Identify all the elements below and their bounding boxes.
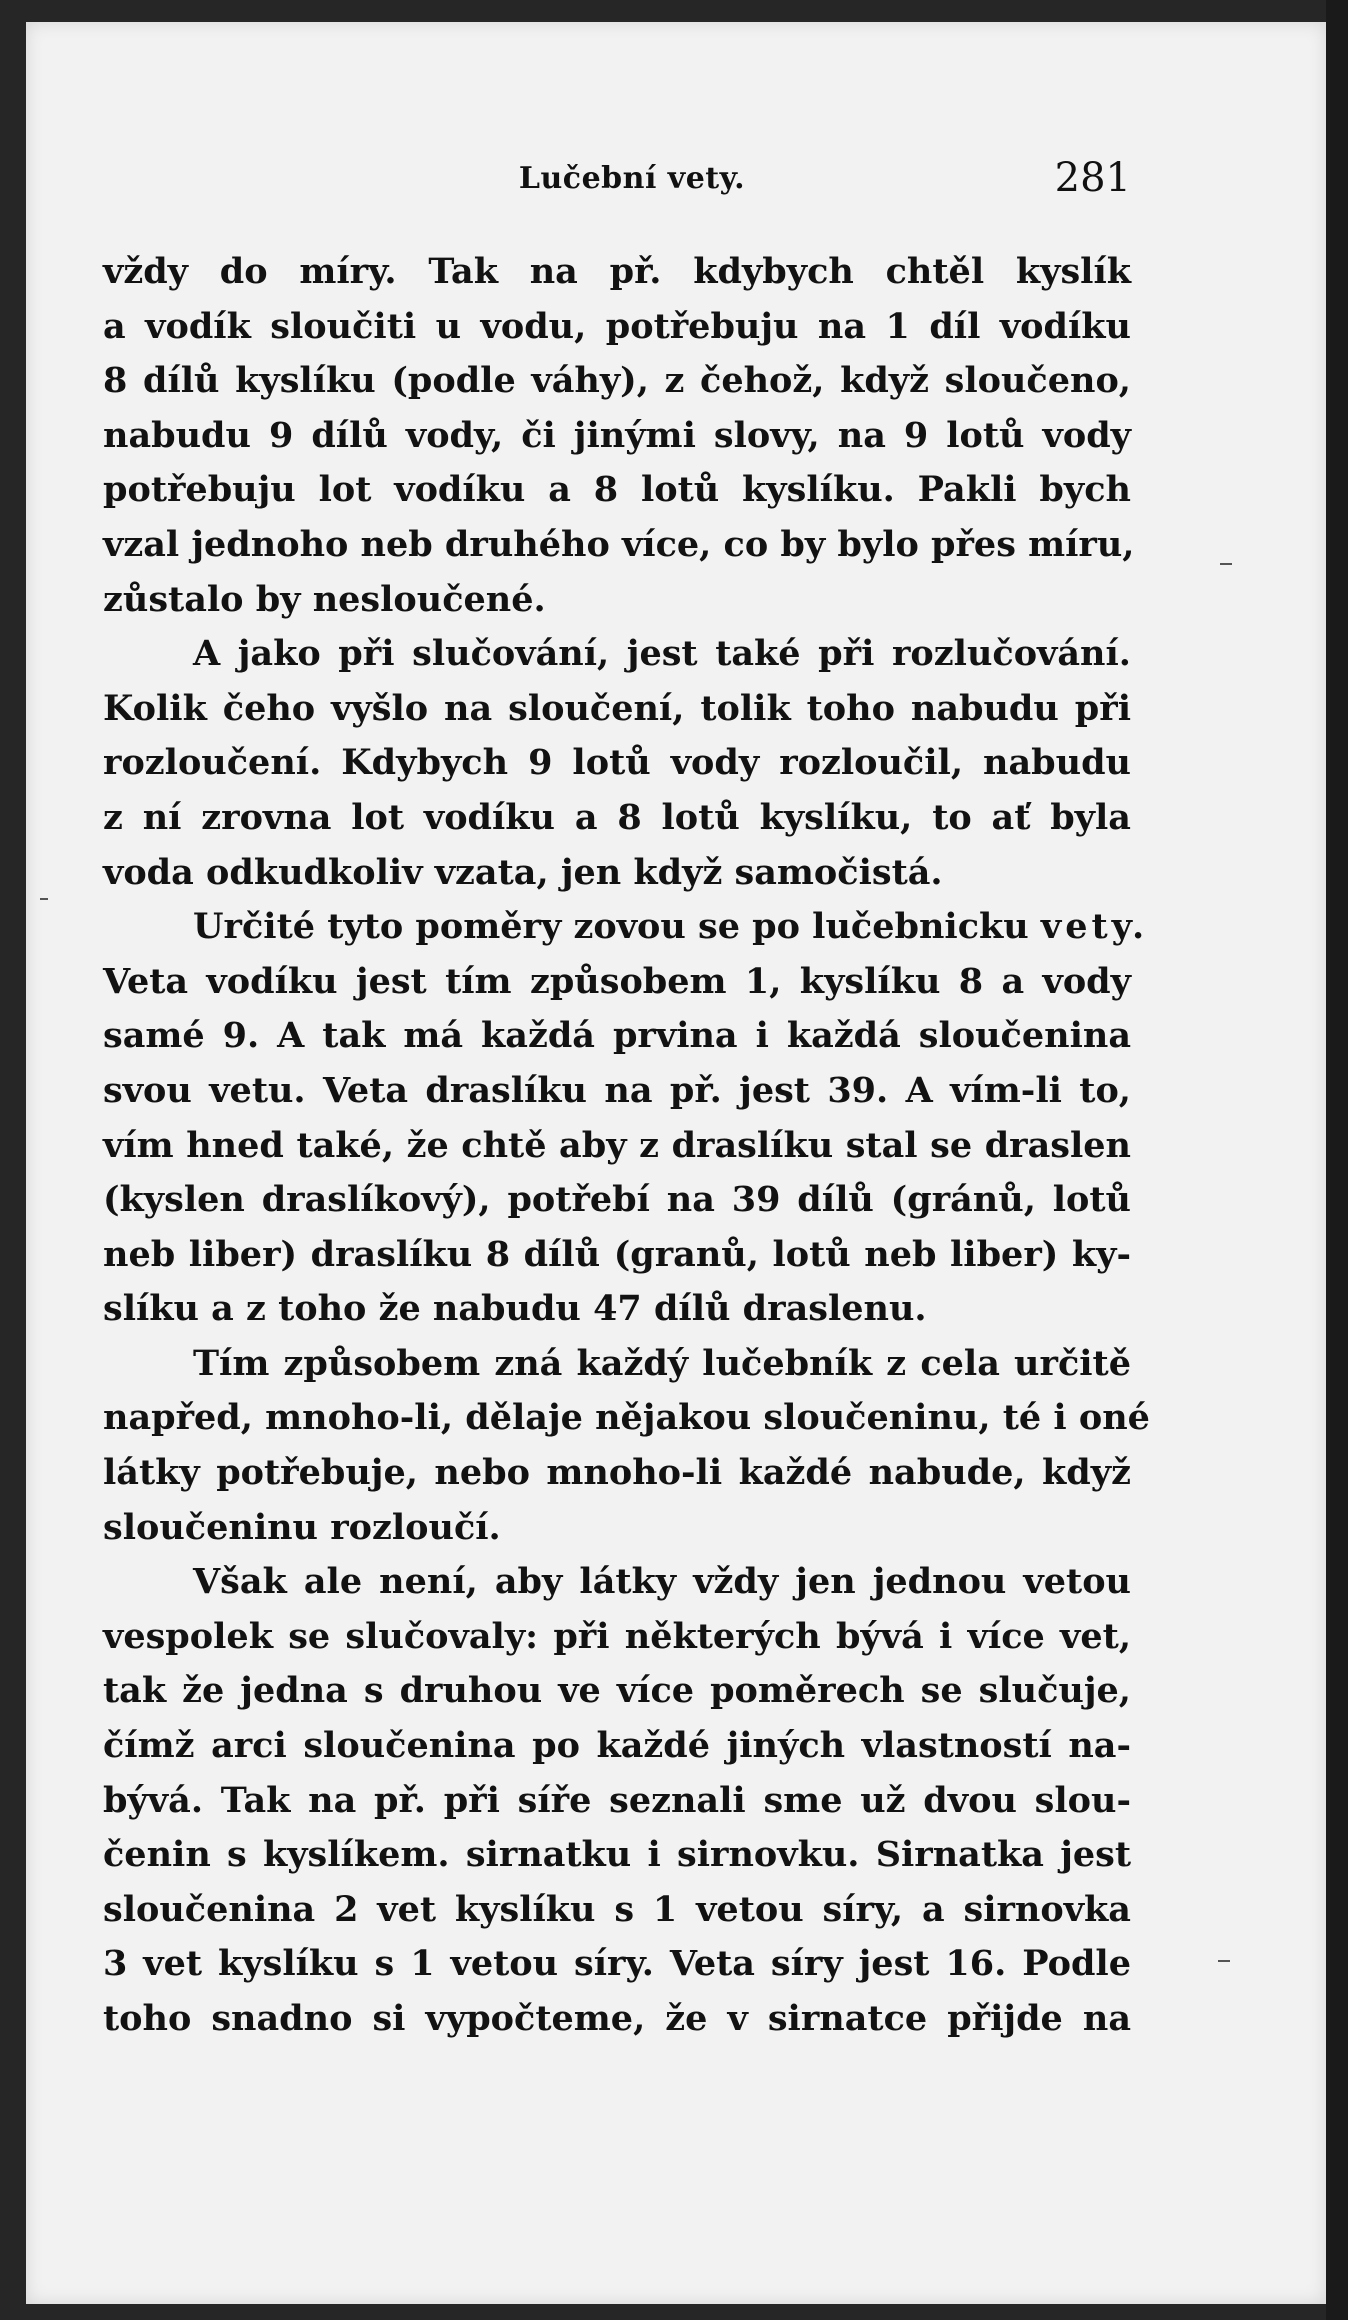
text-line: voda odkudkoliv vzata, jen když samočistá. [103, 851, 943, 893]
text-line: látky potřebuje, nebo mnoho-li každé nabude, když [103, 1452, 1131, 1494]
text-line: sloučenina 2 vet kyslíku s 1 vetou síry, a sirnovka [103, 1888, 1131, 1930]
text-line: Veta vodíku jest tím způsobem 1, kyslíku 8 a vody [103, 960, 1131, 1002]
text-line: čenin s kyslíkem. sirnatku i sirnovku. Sirnatka jest [103, 1834, 1131, 1876]
paragraph [103, 245, 1135, 627]
scan-speck [40, 898, 48, 900]
page-header [103, 155, 1131, 211]
text-line: 3 vet kyslíku s 1 vetou síry. Veta síry jest 16. Podle [103, 1943, 1131, 1985]
text-line: neb liber) draslíku 8 dílů (granů, lotů neb liber) ky- [103, 1233, 1131, 1275]
page-number: 281 [1054, 155, 1131, 201]
text-line: 8 dílů kyslíku (podle váhy), z čehož, když sloučeno, [103, 360, 1131, 402]
text-line: bývá. Tak na př. při síře seznali sme už dvou slou- [103, 1779, 1131, 1821]
text-line: z ní zrovna lot vodíku a 8 lotů kyslíku, to ať byla [103, 796, 1131, 838]
paragraph [103, 627, 1131, 900]
text-line: (kyslen draslíkový), potřebí na 39 dílů (gránů, lotů [103, 1179, 1131, 1221]
running-head: Lučební vety. [518, 161, 746, 196]
paragraph [103, 900, 1149, 1337]
text-line: zůstalo by nesloučené. [103, 578, 546, 620]
body-text [103, 245, 1150, 2047]
text-line: svou vetu. Veta draslíku na př. jest 39. A vím-li to, [103, 1069, 1131, 1111]
text-line: nabudu 9 dílů vody, či jinými slovy, na 9 lotů vody [103, 414, 1131, 456]
text-line: Kolik čeho vyšlo na sloučení, tolik toho nabudu při [103, 687, 1131, 729]
text-line [103, 900, 1149, 955]
text-line: vespolek se slučovaly: při některých bývá i více vet, [103, 1615, 1131, 1657]
scan-edge [1326, 0, 1348, 2320]
text-line: a vodík sloučiti u vodu, potřebuju na 1 díl vodíku [103, 305, 1131, 347]
text-line: Tím způsobem zná každý lučebník z cela určitě [193, 1342, 1131, 1384]
text-line: napřed, mnoho-li, dělaje nějakou sloučeninu, té i oné [103, 1397, 1150, 1439]
spaced-term: vety. [1040, 906, 1149, 948]
text-line: tak že jedna s druhou ve více poměrech se slučuje, [103, 1670, 1131, 1712]
text-line: slíku a z toho že nabudu 47 dílů draslenu. [103, 1288, 927, 1330]
scan-speck [1218, 1960, 1230, 1962]
text-line: čímž arci sloučenina po každé jiných vlastností na- [103, 1725, 1131, 1767]
text-line: sloučeninu rozloučí. [103, 1506, 501, 1548]
text-segment: Určité tyto poměry zovou se po lučebnicku [193, 906, 1029, 948]
scan-speck [1220, 563, 1232, 565]
paragraph [103, 1337, 1150, 1555]
text-line: vzal jednoho neb druhého více, co by bylo přes míru, [103, 523, 1135, 565]
text-line: rozloučení. Kdybych 9 lotů vody rozloučil, nabudu [103, 742, 1131, 784]
paragraph [103, 1555, 1131, 2046]
text-line: potřebuju lot vodíku a 8 lotů kyslíku. Pakli bych [103, 469, 1131, 511]
text-line: toho snadno si vypočteme, že v sirnatce přijde na [103, 1998, 1131, 2039]
text-line: vím hned také, že chtě aby z draslíku stal se draslen [103, 1124, 1131, 1166]
text-line: samé 9. A tak má každá prvina i každá sloučenina [103, 1015, 1131, 1057]
text-line: vždy do míry. Tak na př. kdybych chtěl kyslík [103, 251, 1131, 292]
text-line: Však ale není, aby látky vždy jen jednou vetou [193, 1561, 1131, 1603]
text-line: A jako při slučování, jest také při rozlučování. [193, 633, 1131, 675]
